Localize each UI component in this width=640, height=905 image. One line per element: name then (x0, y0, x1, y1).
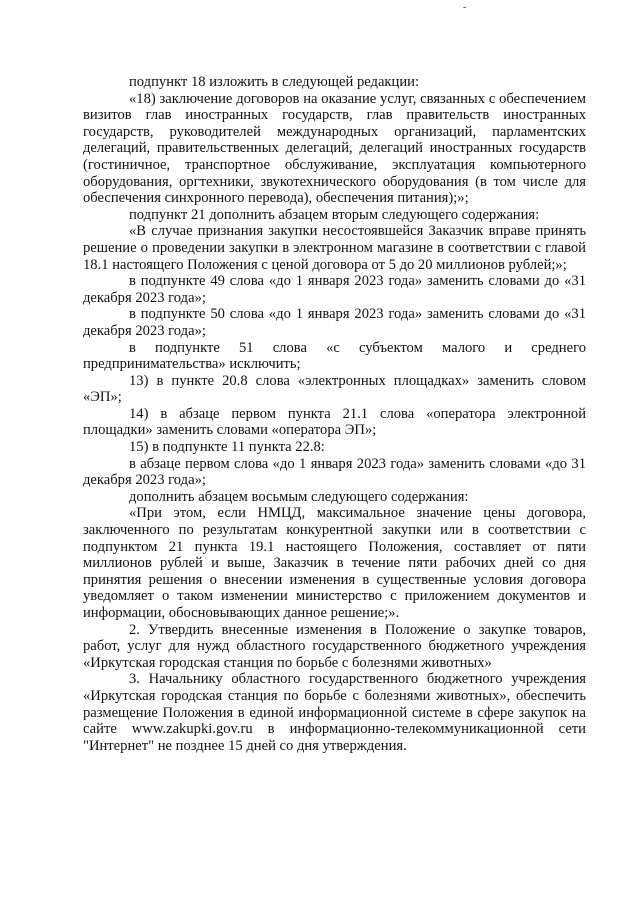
paragraph-abzac-8-intro: дополнить абзацем восьмым следующего содержания: (129, 488, 469, 505)
paragraph-item-13: 13) в пункте 20.8 слова «электронных площадках» заменить словом «ЭП»; (83, 372, 586, 406)
paragraph-subitem-21-text: «В случае признания закупки несостоявшейся Заказчик вправе принять решение о проведении закупки в электронном магазине в соответствии с главой 18.1 настоящего Положения с ценой договора от 5 до 20 миллионов рублей;»; (83, 223, 586, 273)
paragraph-point-2: 2. Утвердить внесенные изменения в Положение о закупке товаров, работ, услуг для нужд областного государственного бюджетного учреждения «Иркутская городская станция по борьбе с болезнями животных» (83, 621, 586, 671)
document-body (83, 74, 586, 754)
paragraph-subitem-18-intro: подпункт 18 изложить в следующей редакции: (129, 74, 420, 90)
paragraph-subitem-51: в подпункте 51 слова «с субъектом малого и среднего предпринимательства» исключить; (83, 339, 586, 373)
page-top-mark: - (463, 2, 467, 13)
paragraph-subitem-49: в подпункте 49 слова «до 1 января 2023 года» заменить словами до «31 декабря 2023 года»; (83, 273, 586, 306)
paragraph-item-15: 15) в подпункте 11 пункта 22.8: (129, 439, 325, 456)
paragraph-item-15-first-abzac: в абзаце первом слова «до 1 января 2023 года» заменить словами «до 31 декабря 2023 года»; (83, 455, 586, 489)
paragraph-abzac-8-text: «При этом, если НМЦД, максимальное значение цены договора, заключенного по результатам конкурентной закупки или в соответствии с подпунктом 21 пункта 19.1 настоящего Положения, составляет от пяти миллионов рублей и выше, Заказчик в течение пяти рабочих дней со дня принятия решения о внесении изменения в существенные условия договора уведомляет о таком изменении министерство с приложением документов и информации, обосновывающих данное решение;». (83, 505, 586, 621)
paragraph-subitem-18-text: «18) заключение договоров на оказание услуг, связанных с обеспечением визитов глав иностранных государств, глав правительств иностранных государств, руководителей международных организаций, парламентских делегаций, правительственных делегаций, делегаций иностранных государств (гостиничное, транспортное обслуживание, эксплуатация компьютерного оборудования, оргтехники, звукотехнического оборудования (в том числе для обеспечения синхронного перевода), обеспечения питания);»; (83, 90, 586, 207)
paragraph-item-14: 14) в абзаце первом пункта 21.1 слова «оператора электронной площадки» заменить словами «оператора ЭП»; (83, 405, 586, 439)
paragraph-subitem-21-intro: подпункт 21 дополнить абзацем вторым следующего содержания: (129, 206, 540, 223)
paragraph-subitem-50: в подпункте 50 слова «до 1 января 2023 года» заменить словами до «31 декабря 2023 года»; (83, 306, 586, 339)
paragraph-point-3: 3. Начальнику областного государственного бюджетного учреждения «Иркутская городская станция по борьбе с болезнями животных», обеспечить размещение Положения в единой информационной системе в сфере закупок на сайте www.zakupki.gov.ru в информационно-телекоммуникационной сети "Интернет" не позднее 15 дней со дня утверждения. (83, 671, 586, 754)
